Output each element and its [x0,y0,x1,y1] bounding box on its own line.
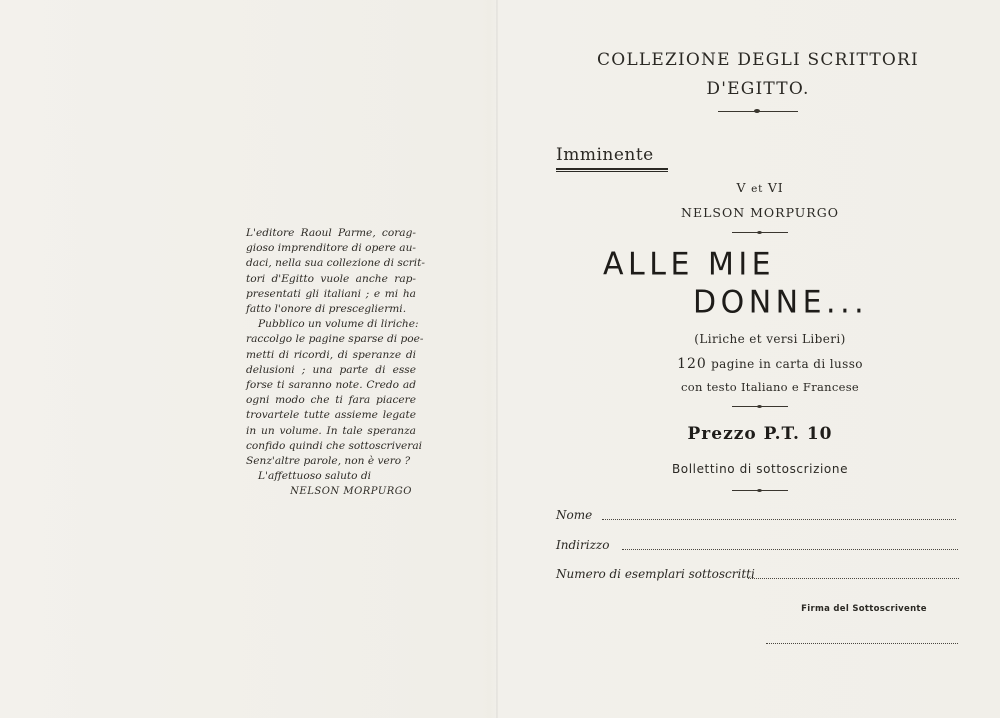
volume-et: et [751,183,764,195]
book-language-note: con testo Italiano e Francese [680,380,860,394]
letter-line: raccolgo le pagine sparse di poe- [246,333,424,346]
letter-line: forse ti saranno note. Credo ad [246,379,416,392]
volume-b: VI [767,180,784,195]
author-name: NELSON MORPURGO [681,205,839,220]
subscription-form-title: Bollettino di sottoscrizione [671,462,849,476]
copies-label: Numero di esemplari sottoscritti [556,567,755,581]
editor-letter [246,226,426,500]
signature-field[interactable] [766,643,958,644]
imminente-underline [556,168,668,170]
name-label: Nome [556,508,593,522]
signature-label: Firma del Sottoscrivente [801,604,927,614]
ornament-divider [732,403,788,411]
book-title-line1: ALLE MIE [603,246,776,283]
letter-line: metti di ricordi, di speranze di [246,348,416,361]
letter-line: tori d'Egitto vuole anche rap- [246,272,416,285]
letter-line: presentati gli italiani ; e mi ha [246,287,416,300]
ornament-divider [732,487,788,495]
book-title-line2: DONNE... [693,284,869,321]
collection-title: COLLEZIONE DEGLI SCRITTORI [597,50,919,70]
address-label: Indirizzo [556,538,610,552]
pages-number: 120 [677,356,707,372]
letter-line: gioso imprenditore di opere au- [246,242,416,255]
pages-text: pagine in carta di lusso [711,357,863,371]
imminente-label: Imminente [556,145,654,165]
collection-title-line2: D'EGITTO. [706,79,810,99]
ornament-divider [732,229,788,237]
letter-signature: NELSON MORPURGO [290,486,412,498]
address-field[interactable] [622,549,958,550]
page-fold [496,0,498,718]
volume-numbers [700,180,820,195]
name-field[interactable] [602,519,956,520]
letter-line: trovartele tutte assieme legate [246,409,416,422]
volume-a: V [736,180,747,195]
letter-line: confido quindi che sottoscriverai [246,439,423,452]
ornament-divider [718,108,798,116]
copies-field[interactable] [748,578,959,579]
letter-line: in un volume. In tale speranza [246,424,416,437]
letter-line: daci, nella sua collezione di scrit- [246,257,426,270]
book-subtitle: (Liriche et versi Liberi) [694,332,846,346]
letter-line: Pubblico un volume di liriche: [258,318,419,331]
letter-line: fatto l'onore di prescegliermi. [246,303,407,316]
letter-line: ogni modo che ti fara piacere [246,394,416,407]
price-label: Prezzo P.T. 10 [687,424,833,444]
book-pages [620,356,920,372]
letter-line: delusioni ; una parte di esse [246,363,416,376]
letter-line: L'affettuoso saluto di [258,470,372,483]
imminente-underline-thin [556,171,668,172]
letter-line: L'editore Raoul Parme, corag- [246,227,416,239]
letter-line: Senz'altre parole, non è vero ? [246,455,411,468]
